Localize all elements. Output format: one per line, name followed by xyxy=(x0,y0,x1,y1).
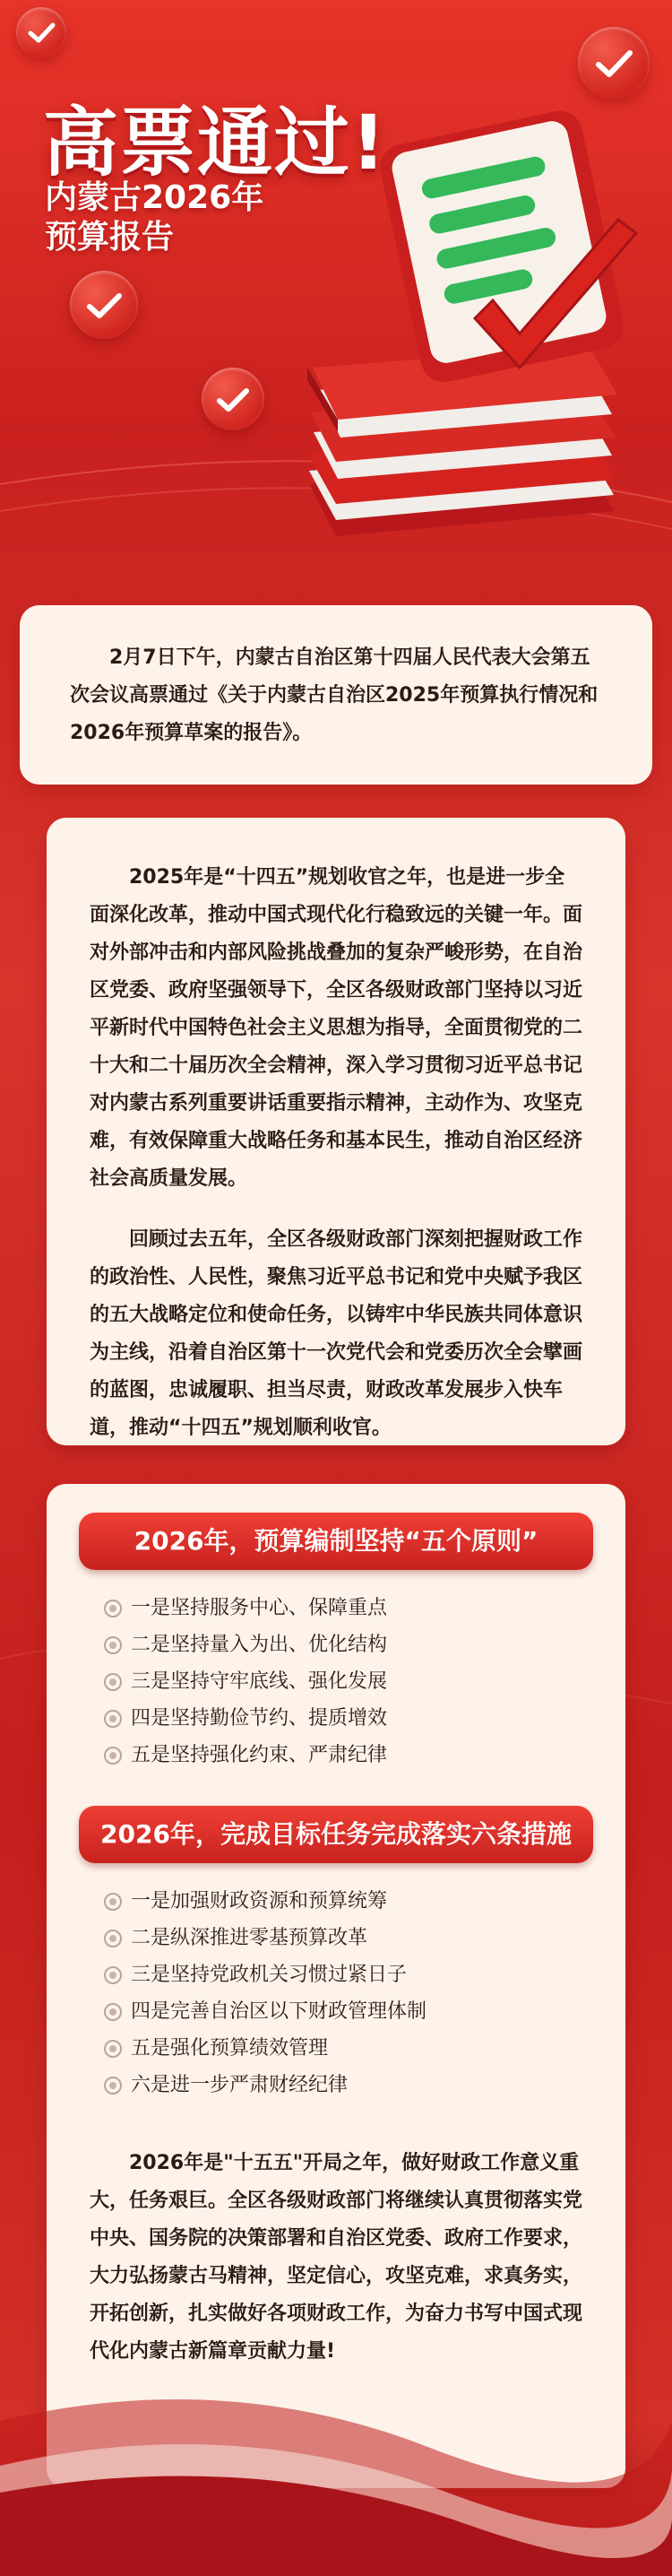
check-circle-icon xyxy=(16,7,66,57)
list-item: 三是坚持党政机关习惯过紧日子 xyxy=(104,1956,593,1993)
list-bullet-icon xyxy=(104,2040,122,2058)
hero-title: 高票通过! xyxy=(43,99,388,186)
principles-list xyxy=(79,1570,593,1781)
list-item: 五是坚持强化约束、严肃纪律 xyxy=(104,1737,593,1774)
principles-heading: 2026年，预算编制坚持“五个原则” xyxy=(79,1513,593,1570)
closing-text: 2026年是"十五五"开局之年，做好财政工作意义重大，任务艰巨。全区各级财政部门将继续认真贯彻落实党中央、国务院的决策部署和自治区党委、政府工作要求，大力弘扬蒙古马精神，坚定信心，攻坚克难，求真务实，开拓创新，扎实做好各项财政工作，为奋力书写中国式现代化内蒙古新篇章贡献力量! xyxy=(90,2152,583,2363)
list-item: 一是加强财政资源和预算统筹 xyxy=(104,1883,593,1920)
list-bullet-icon xyxy=(104,1636,122,1654)
list-item: 五是强化预算绩效管理 xyxy=(104,2030,593,2067)
list-bullet-icon xyxy=(104,1747,122,1765)
check-circle-icon xyxy=(202,368,264,430)
list-item: 一是坚持服务中心、保障重点 xyxy=(104,1590,593,1626)
document-stack-icon xyxy=(291,99,650,547)
list-item: 三是坚持守牢底线、强化发展 xyxy=(104,1663,593,1700)
intro-card xyxy=(20,605,652,785)
list-item: 二是坚持量入为出、优化结构 xyxy=(104,1626,593,1663)
review-paragraph: 回顾过去五年，全区各级财政部门深刻把握财政工作的政治性、人民性，聚焦习近平总书记和党中央赋予我区的五大战略定位和使命任务，以铸牢中华民族共同体意识为主线，沿着自治区第十一次党代会和党委历次全会擘画的蓝图，忠诚履职、担当尽责，财政改革发展步入快车道，推动“十四五”规划顺利收官。 xyxy=(90,1228,583,1439)
measures-list xyxy=(79,1863,593,2111)
list-bullet-icon xyxy=(104,1966,122,1984)
measures-heading: 2026年，完成目标任务完成落实六条措施 xyxy=(79,1806,593,1863)
list-item: 四是完善自治区以下财政管理体制 xyxy=(104,1993,593,2030)
list-bullet-icon xyxy=(104,1930,122,1947)
list-item: 二是纵深推进零基预算改革 xyxy=(104,1920,593,1956)
list-bullet-icon xyxy=(104,1893,122,1911)
hero-section xyxy=(0,0,672,592)
review-paragraph: 2025年是“十四五”规划收官之年，也是进一步全面深化改革，推动中国式现代化行稳致远的关键一年。面对外部冲击和内部风险挑战叠加的复杂严峻形势，在自治区党委、政府坚强领导下，全区各级财政部门坚持以习近平新时代中国特色社会主义思想为指导，全面贯彻党的二十大和二十届历次全会精神，深入学习贯彻习近平总书记对内蒙古系列重要讲话重要指示精神，主动作为、攻坚克难，有效保障重大战略任务和基本民生，推动自治区经济社会高质量发展。 xyxy=(90,866,583,1190)
list-bullet-icon xyxy=(104,1710,122,1728)
intro-text: 2月7日下午，内蒙古自治区第十四届人民代表大会第五次会议高票通过《关于内蒙古自治区2025年预算执行情况和2026年预算草案的报告》。 xyxy=(70,646,599,744)
bottom-ribbon-decoration xyxy=(0,2313,672,2576)
list-item: 六是进一步严肃财经纪律 xyxy=(104,2067,593,2103)
hero-subtitle: 预算报告 xyxy=(45,219,175,256)
review-card xyxy=(47,818,625,1445)
list-bullet-icon xyxy=(104,1600,122,1618)
check-circle-icon xyxy=(578,27,650,99)
list-bullet-icon xyxy=(104,2003,122,2021)
check-circle-icon xyxy=(70,271,138,339)
list-item: 四是坚持勤俭节约、提质增效 xyxy=(104,1700,593,1737)
list-bullet-icon xyxy=(104,1673,122,1691)
hero-subtitle: 内蒙古2026年 xyxy=(45,179,264,216)
list-bullet-icon xyxy=(104,2077,122,2095)
